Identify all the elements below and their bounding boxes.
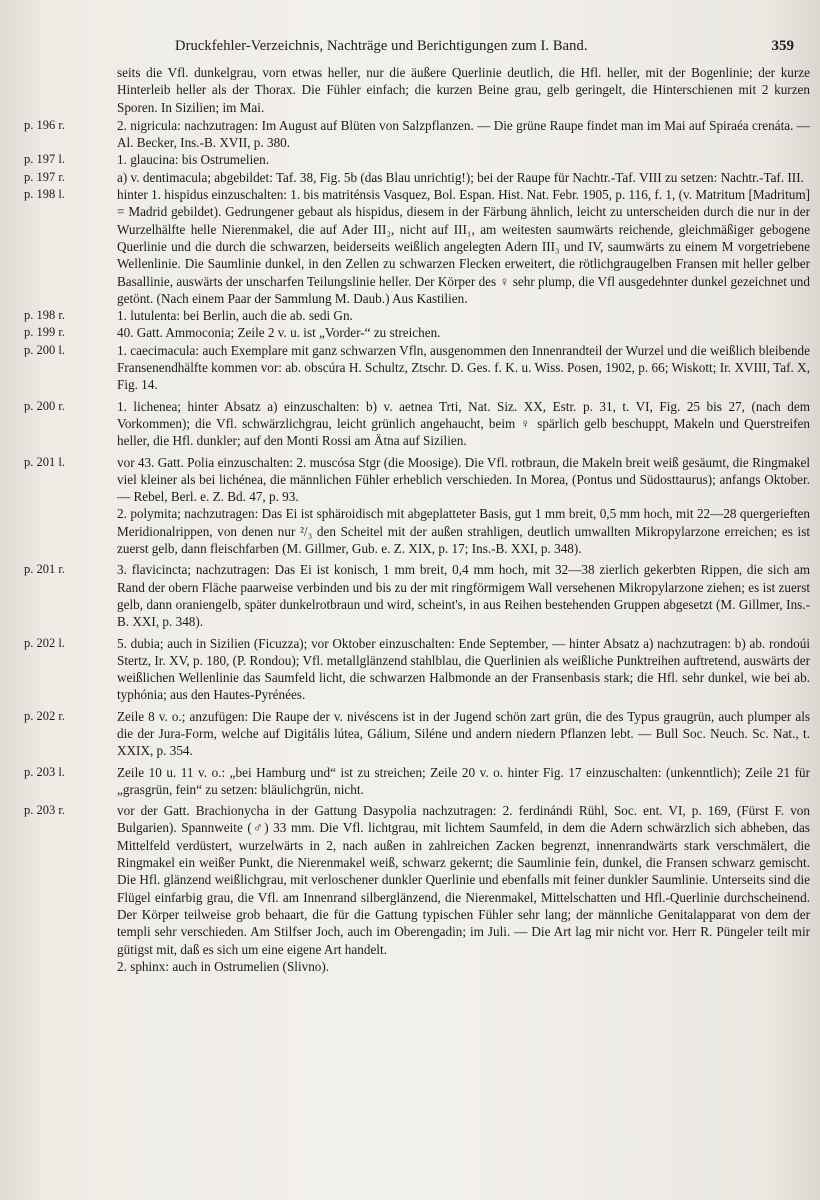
- entry-reference: p. 200 r.: [24, 398, 65, 413]
- entry-flavicincta: [14, 561, 810, 630]
- entry-reference: p. 203 r.: [24, 803, 65, 818]
- entry-reference: p. 199 r.: [24, 325, 65, 340]
- entry-reference: p. 196 r.: [24, 117, 65, 132]
- entry-reference: p. 202 r.: [24, 708, 65, 723]
- entry-lichenea: [14, 398, 810, 450]
- entry-glaucina: [14, 151, 810, 168]
- entry-reference: p. 201 l.: [24, 454, 65, 469]
- entry-nigricula: [14, 117, 810, 152]
- entry-text: 1. lutulenta: bei Berlin, auch die ab. sedi Gn.: [117, 308, 353, 324]
- errata-list: [14, 64, 810, 975]
- entry-text: 2. nigricula: nachzutragen: Im August auf Blüten von Salzpflanzen. — Die grüne Raupe findet man im Mai auf Spiraéa crenáta. — Al. Becker, Ins.-B. XVII, p. 380.: [117, 117, 810, 151]
- entry-polymita: [14, 505, 810, 557]
- entry-sphinx: [14, 958, 810, 975]
- entry-text: vor 43. Gatt. Polia einzuschalten: 2. muscósa Stgr (die Moosige). Die Vfl. rotbraun, die Makeln breit weiß gesäumt, die Ringmakel viel kleiner als bei lichénea, die männlichen Fühler erheblich verschieden. In Morea, (Pontus und Südosttaurus); anfangs Oktober. — Rebel, Berl. e. Z. Bd. 47, p. 93.: [117, 454, 810, 505]
- entry-text: Zeile 10 u. 11 v. o.: „bei Hamburg und“ ist zu streichen; Zeile 20 v. o. hinter Fig. 17 einzuschalten: (unkenntlich); Zeile 21 für „grasgrün, fein“ zu setzen: bläulichgrün, nicht.: [117, 764, 810, 797]
- entry-text: 3. flavicincta; nachzutragen: Das Ei ist konisch, 1 mm breit, 0,4 mm hoch, mit 32—38 zierlich gekerbten Rippen, die sich am Rand der obern Fläche paarweise verbinden und bis zu der mit ringförmigem Wall versehenen Mikropylarzone ziehen; es ist zuerst gelb, dann oraniengelb, später dunkelrotbraun und wird, scheint's, in aus Reihen bestehenden Gruppen abgesetzt (M. Gillmer, Ins.-B. XXI, p. 348).: [117, 562, 810, 630]
- entry-reference: p. 202 l.: [24, 635, 65, 650]
- entry-text: vor der Gatt. Brachionycha in der Gattung Dasypolia nachzutragen: 2. ferdinándi Rühl, Soc. ent. VI, p. 169, (Fürst F. von Bulgarien). Spannweite (♂) 33 mm. Die Vfl. lichtgrau, mit lichtem Saumfeld, in dem die Adern schwärzlich sich abheben, das Mittelfeld verdüstert, wurzelwärts in 2, nach außen in zahlreichen Zacken begrenzt, innenrandwärts stark verschmälert, die Ringmakel ein weißer Punkt, die Nierenmakel weiß, schwarz gekernt; die Saumlinie fein, dunkel, die Fransen schwarz gemischt. Die Hfl. glänzend weißlichgrau, mit verloschener dunkler Querlinie und ebenfalls mit feiner dunkler Saumlinie. Unterseits sind die Flügel einfarbig grau, die Vfl. am Innenrand silberglänzend, die Nierenmakel, Mittelschatten und Hfl.-Querlinie durchscheinend. Der Körper teilweise grob behaart, die für die Gattung typischen Fühler sehr lang; der männliche Genitalapparat von dem der templi sehr verschieden. Am Stilfser Joch, auch im Oberengadin; im Juli. — Die Art lag mir nicht vor. Herr R. Püngeler teilt mir gütigst mit, daß es sich um eine eigene Art handelt.: [117, 803, 810, 957]
- entry-dentimacula: [14, 169, 810, 186]
- entry-text: 40. Gatt. Ammoconia; Zeile 2 v. u. ist „Vorder-“ zu streichen.: [117, 325, 441, 341]
- entry-text: 2. sphinx: auch in Ostrumelien (Slivno).: [117, 958, 330, 974]
- entry-text: 1. caecimacula: auch Exemplare mit ganz schwarzen Vfln, ausgenommen den Innenrandteil der Wurzel und die weißlich bleibende Fransenendhälfte kommen vor: ab. obscúra H. Schultz, Ztschr. D. Ges. f. K. u. Wiss. Posen, 1902, p. 66; Wiskott; Ir. XVIII, Taf. X, Fig. 14.: [117, 342, 810, 393]
- entry-reference: p. 198 r.: [24, 308, 65, 323]
- entry-reference: p. 197 r.: [24, 169, 65, 184]
- entry-reference: p. 198 l.: [24, 187, 65, 202]
- entry-matritensis: [14, 186, 810, 307]
- entry-dubia: [14, 635, 810, 704]
- entry-caecimacula: [14, 342, 810, 394]
- entry-lutulenta: [14, 307, 810, 324]
- entry-ferdinandi: [14, 802, 810, 958]
- page-header: [0, 36, 820, 60]
- running-title: Druckfehler-Verzeichnis, Nachträge und Berichtigungen zum I. Band.: [175, 38, 588, 54]
- entry-reference: p. 203 l.: [24, 764, 65, 779]
- entry-reference: p. 201 r.: [24, 562, 65, 577]
- page-number: 359: [771, 38, 794, 54]
- entry-continuation: [14, 64, 810, 116]
- entry-zeile-10: [14, 764, 810, 799]
- entry-text: 1. glaucina: bis Ostrumelien.: [117, 152, 269, 168]
- entry-text: hinter 1. hispidus einzuschalten: 1. bis matriténsis Vasquez, Bol. Espan. Hist. Nat. Febr. 1905, p. 116, f. 1, (v. Matritum [Madritum] = Madrid gebildet). Gedrungener gebaut als hispidus, diesem in der Färbung ähnlich, leicht zu unterscheiden durch die nur in der Wurzelhälfte helle Nierenmakel, die auf Ader III₂, nicht auf III₁, am weitesten saumwärts reichende, gleichmäßiger gebogene Querlinie und die durch die schwarzen, beiderseits weißlich angelegten Adern III₃ und IV, saumwärts zu einem M vorgetriebene Wellenlinie. Die Saumlinie dunkel, in den Zellen zu schwarzen Flecken erweitert, die rötlichgraugelben Fransen mit heller gelber Basallinie, auswärts der unscharfen Teilungslinie heller. Der Körper des ♀ sehr plump, die Vfl ausgedehnter dunkel gezeichnet und getönt. (Nach einem Paar der Sammlung M. Daub.) Aus Kastilien.: [117, 187, 810, 306]
- entry-ammoconia: [14, 324, 810, 341]
- entry-muscosa: [14, 454, 810, 506]
- entry-text: 5. dubia; auch in Sizilien (Ficuzza); vor Oktober einzuschalten: Ende September, — hinter Absatz a) nachzutragen: b) ab. rondoúi Stertz, Ir. XV, p. 180, (P. Rondou); Vfl. metallglänzend stahlblau, die Querlinien als weißliche Punktreihen auftretend, auswärts der weißlichen Wellenlinie das Saumfeld licht, die schwarzen Halbmonde an der Fransenbasis stark; die Hfl. sehr dunkel, wie bei ab. typhónia; aus den Hautes-Pyrénées.: [117, 635, 810, 703]
- entry-text: seits die Vfl. dunkelgrau, vorn etwas heller, nur die äußere Querlinie deutlich, die Hfl. heller, mit der Bogenlinie; der kurze Hinterleib heller als der Thorax. Die Fühler einfach; die kurzen Beine grau, gelb geringelt, die Hinterschienen mit 2 kurzen Sporen. In Sizilien; im Mai.: [117, 65, 810, 115]
- entry-text: Zeile 8 v. o.; anzufügen: Die Raupe der v. nivéscens ist in der Jugend schön zart grün, die des Typus graugrün, auch plumper als die der Jura-Form, welche auf Digitális lútea, Gálium, Siléne und andern niedern Pflanzen lebt. — Bull Soc. Neuch. Sc. Nat., t. XXIX, p. 354.: [117, 708, 810, 759]
- entry-nivescens: [14, 708, 810, 760]
- entry-reference: p. 200 l.: [24, 342, 65, 357]
- entry-text: a) v. dentimacula; abgebildet: Taf. 38, Fig. 5b (das Blau unrichtig!); bei der Raupe für Nachtr.-Taf. VIII zu setzen: Nachtr.-Taf. III.: [117, 169, 804, 185]
- entry-reference: p. 197 l.: [24, 152, 65, 167]
- entry-text: 2. polymita; nachzutragen: Das Ei ist sphäroidisch mit abgeplatteter Basis, gut 1 mm breit, 0,5 mm hoch, mit 22—28 quergerieften Meridionalrippen, von denen nur ²/₃ den Scheitel mit der außen strahligen, deutlich umwallten Mikropylarzone erreichen; es ist zuerst gelb, dann fleischfarben (M. Gillmer, Gub. e. Z. XIX, p. 17; Ins.-B. XXI, p. 348).: [117, 506, 810, 557]
- entry-text: 1. lichenea; hinter Absatz a) einzuschalten: b) v. aetnea Trti, Nat. Siz. XX, Estr. p. 31, t. VI, Fig. 25 bis 27, (nach dem Vorkommen); die Vfl. schwärzlichgrau, leicht grünlich angehaucht, beim ♀ spärlich gelb beschuppt, Makeln und Querstreifen heller, die Hfl. dunkler; auf den Monti Rossi am Ätna auf Sizilien.: [117, 398, 810, 449]
